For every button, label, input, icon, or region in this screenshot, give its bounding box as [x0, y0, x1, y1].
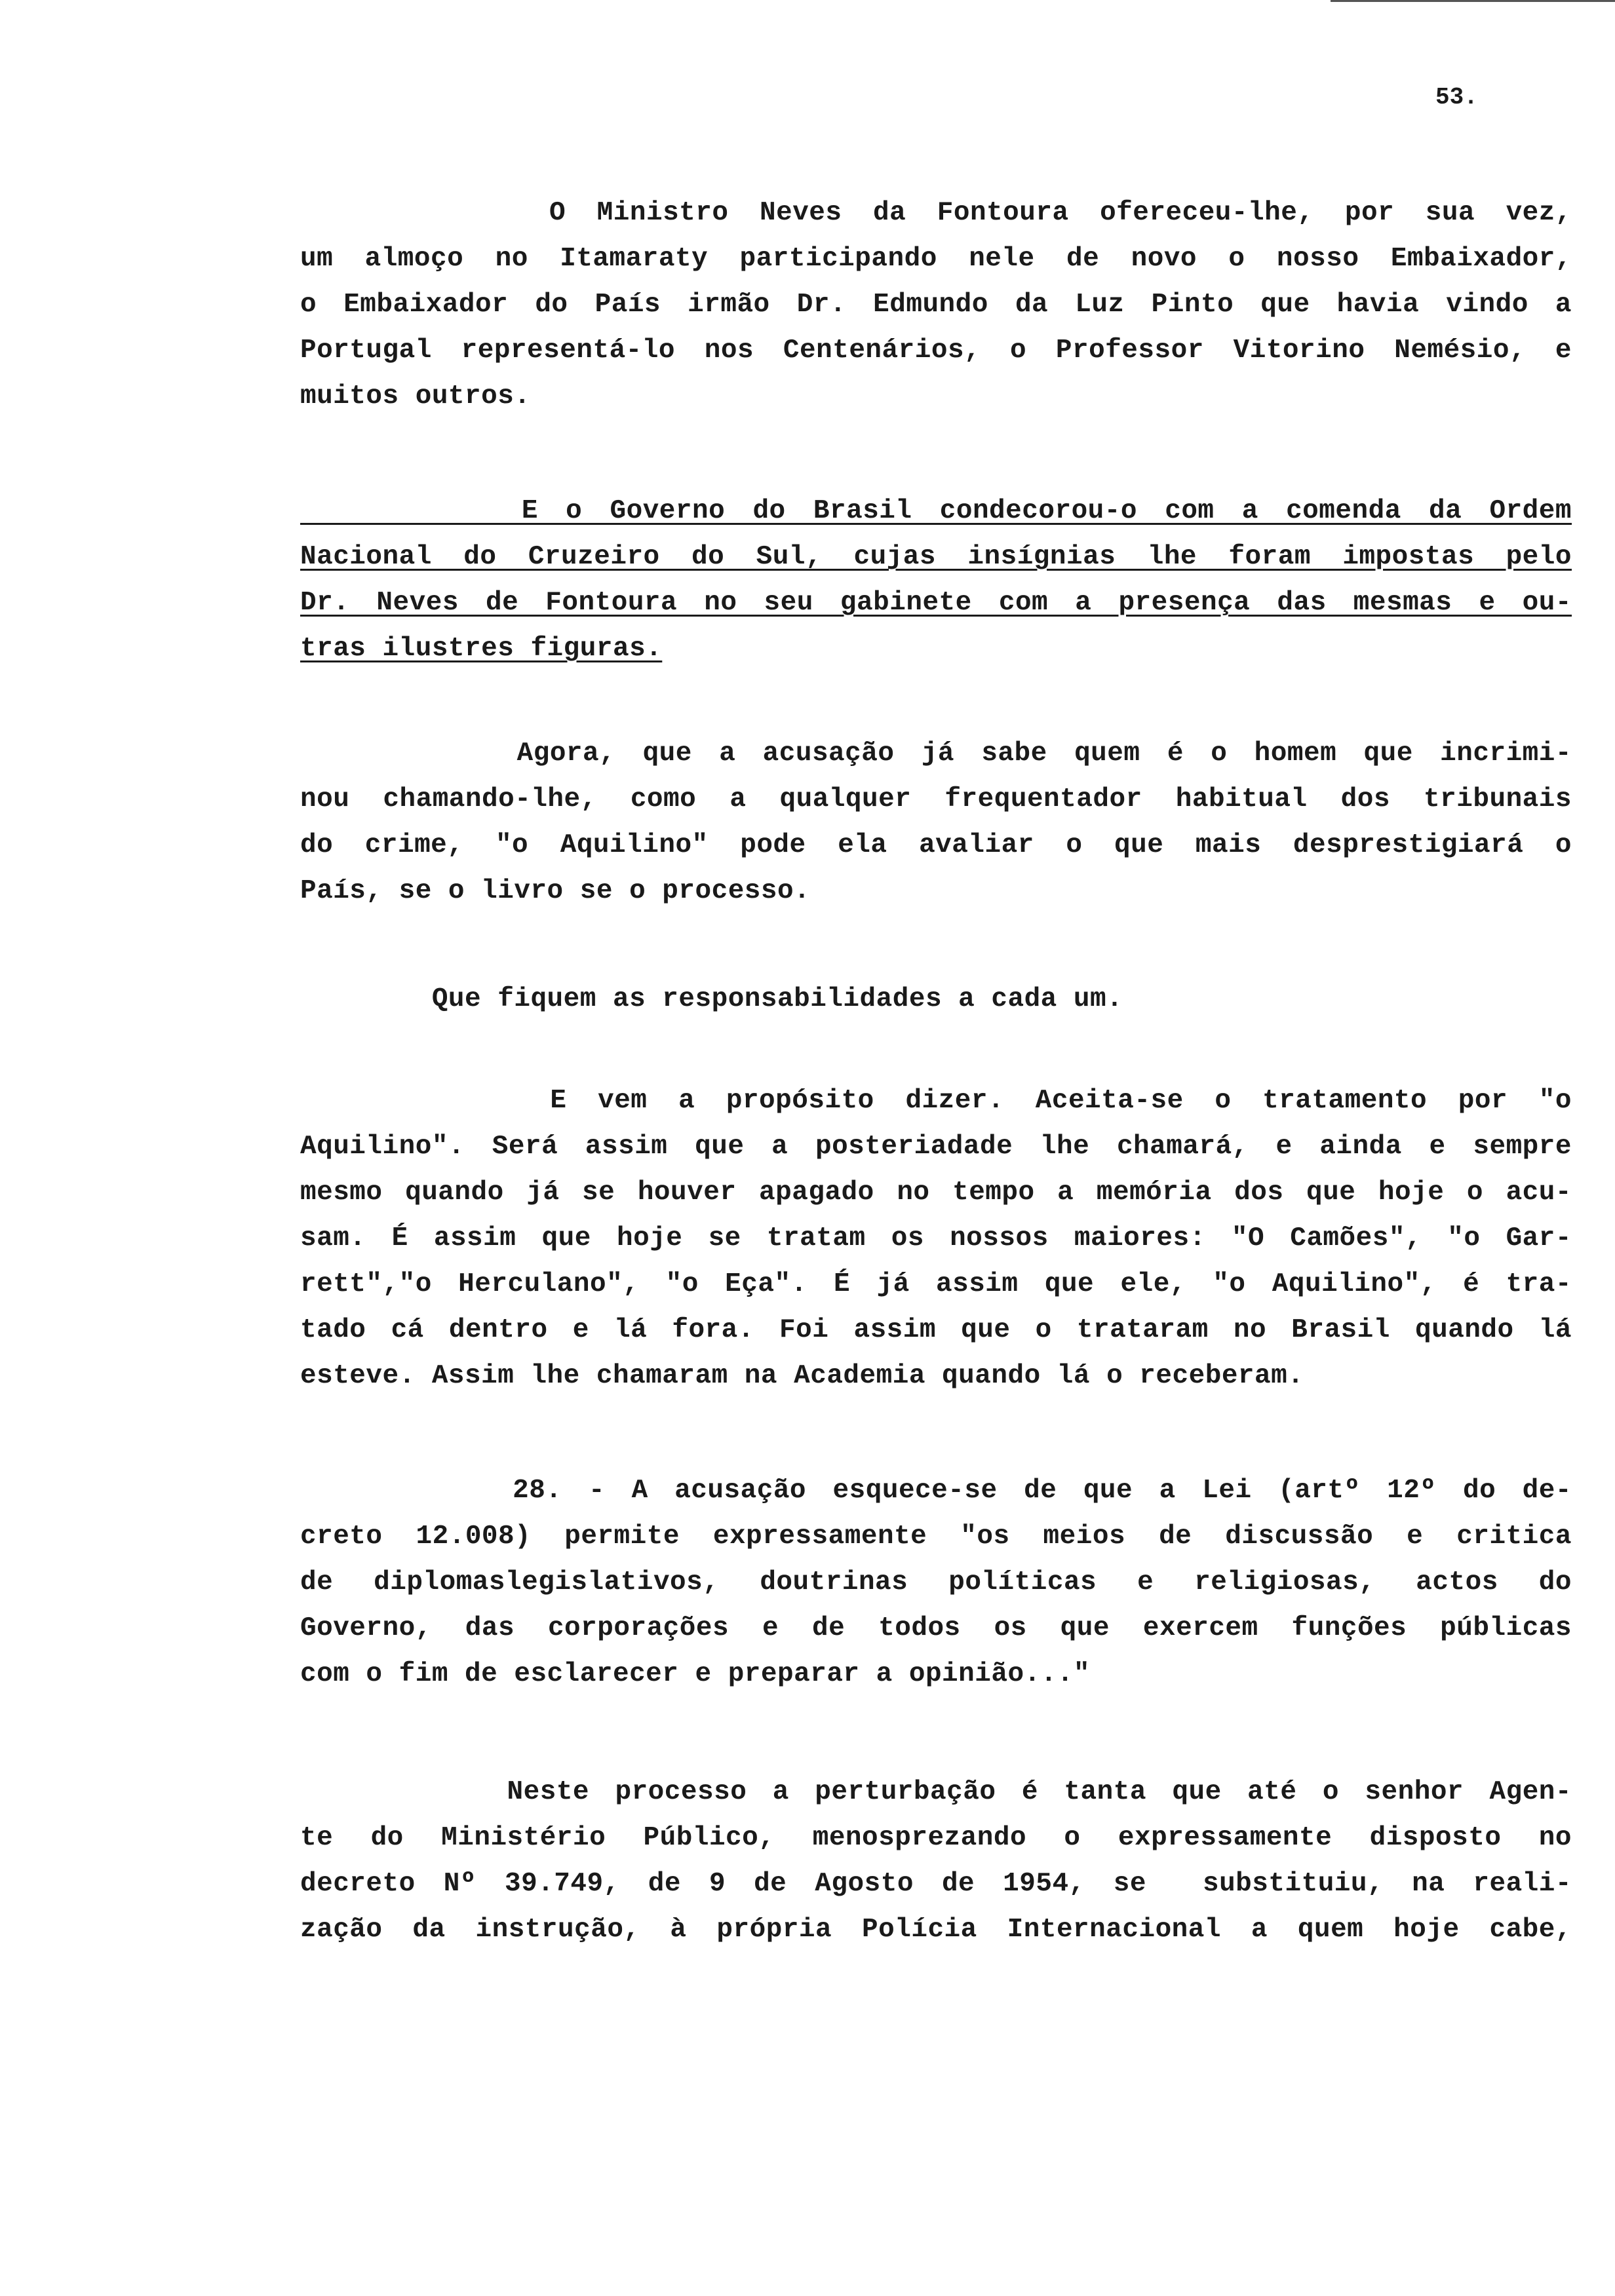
text-line: esteve. Assim lhe chamaram na Academia quando lá o receberam. — [300, 1361, 1304, 1391]
paragraph-4 — [300, 976, 1572, 1022]
text-line: de diplomaslegislativos, doutrinas políticas e religiosas, actos do — [300, 1567, 1572, 1598]
text-line: sam. É assim que hoje se tratam os nossos maiores: "O Camões", "o Gar- — [300, 1223, 1572, 1253]
text-line: te do Ministério Público, menosprezando o expressamente disposto no — [300, 1823, 1572, 1853]
paragraph-2 — [300, 488, 1572, 672]
text-line: 28. - A acusação esquece-se de que a Lei (artº 12º do de- — [300, 1476, 1572, 1506]
paragraph-3 — [300, 731, 1572, 914]
text-line: tras ilustres figuras. — [300, 634, 663, 664]
text-line: tado cá dentro e lá fora. Foi assim que o trataram no Brasil quando lá — [300, 1315, 1572, 1345]
text-line: com o fim de esclarecer e preparar a opinião..." — [300, 1659, 1090, 1689]
text-line: Dr. Neves de Fontoura no seu gabinete com a presença das mesmas e ou- — [300, 588, 1572, 618]
text-line: Aquilino". Será assim que a posteriadade lhe chamará, e ainda e sempre — [300, 1132, 1572, 1162]
paragraph-5 — [300, 1078, 1572, 1399]
text-line: um almoço no Itamaraty participando nele de novo o nosso Embaixador, — [300, 244, 1572, 274]
text-line: Agora, que a acusação já sabe quem é o homem que incrimi- — [300, 738, 1572, 769]
paragraph-6 — [300, 1468, 1572, 1697]
text-line: zação da instrução, à própria Polícia Internacional a quem hoje cabe, — [300, 1915, 1572, 1945]
text-line: Portugal representá-lo nos Centenários, o Professor Vitorino Nemésio, e — [300, 335, 1572, 366]
text-line: Governo, das corporações e de todos os que exercem funções públicas — [300, 1613, 1572, 1643]
text-line: muitos outros. — [300, 381, 531, 411]
text-line: o Embaixador do País irmão Dr. Edmundo da Luz Pinto que havia vindo a — [300, 290, 1572, 320]
text-line: do crime, "o Aquilino" pode ela avaliar o que mais desprestigiará o — [300, 830, 1572, 860]
text-line: E vem a propósito dizer. Aceita-se o tratamento por "o — [300, 1086, 1572, 1116]
text-line: O Ministro Neves da Fontoura ofereceu-lhe, por sua vez, — [300, 198, 1572, 228]
text-line: rett","o Herculano", "o Eça". É já assim que ele, "o Aquilino", é tra- — [300, 1269, 1572, 1299]
text-line: decreto Nº 39.749, de 9 de Agosto de 1954, se substituiu, na reali- — [300, 1869, 1572, 1899]
text-line: Que fiquem as responsabilidades a cada um. — [300, 984, 1123, 1014]
paragraph-7 — [300, 1769, 1572, 1953]
text-line: nou chamando-lhe, como a qualquer frequentador habitual dos tribunais — [300, 784, 1572, 814]
page-number: 53. — [1435, 84, 1478, 111]
paragraph-1 — [300, 190, 1572, 419]
text-line: País, se o livro se o processo. — [300, 876, 811, 906]
text-line: Neste processo a perturbação é tanta que até o senhor Agen- — [300, 1777, 1572, 1807]
text-line: creto 12.008) permite expressamente "os meios de discussão e critica — [300, 1521, 1572, 1552]
text-line: Nacional do Cruzeiro do Sul, cujas insígnias lhe foram impostas pelo — [300, 542, 1572, 572]
top-rule — [1331, 0, 1615, 2]
text-line: mesmo quando já se houver apagado no tempo a memória dos que hoje o acu- — [300, 1177, 1572, 1208]
text-line: E o Governo do Brasil condecorou-o com a comenda da Ordem — [300, 496, 1572, 526]
